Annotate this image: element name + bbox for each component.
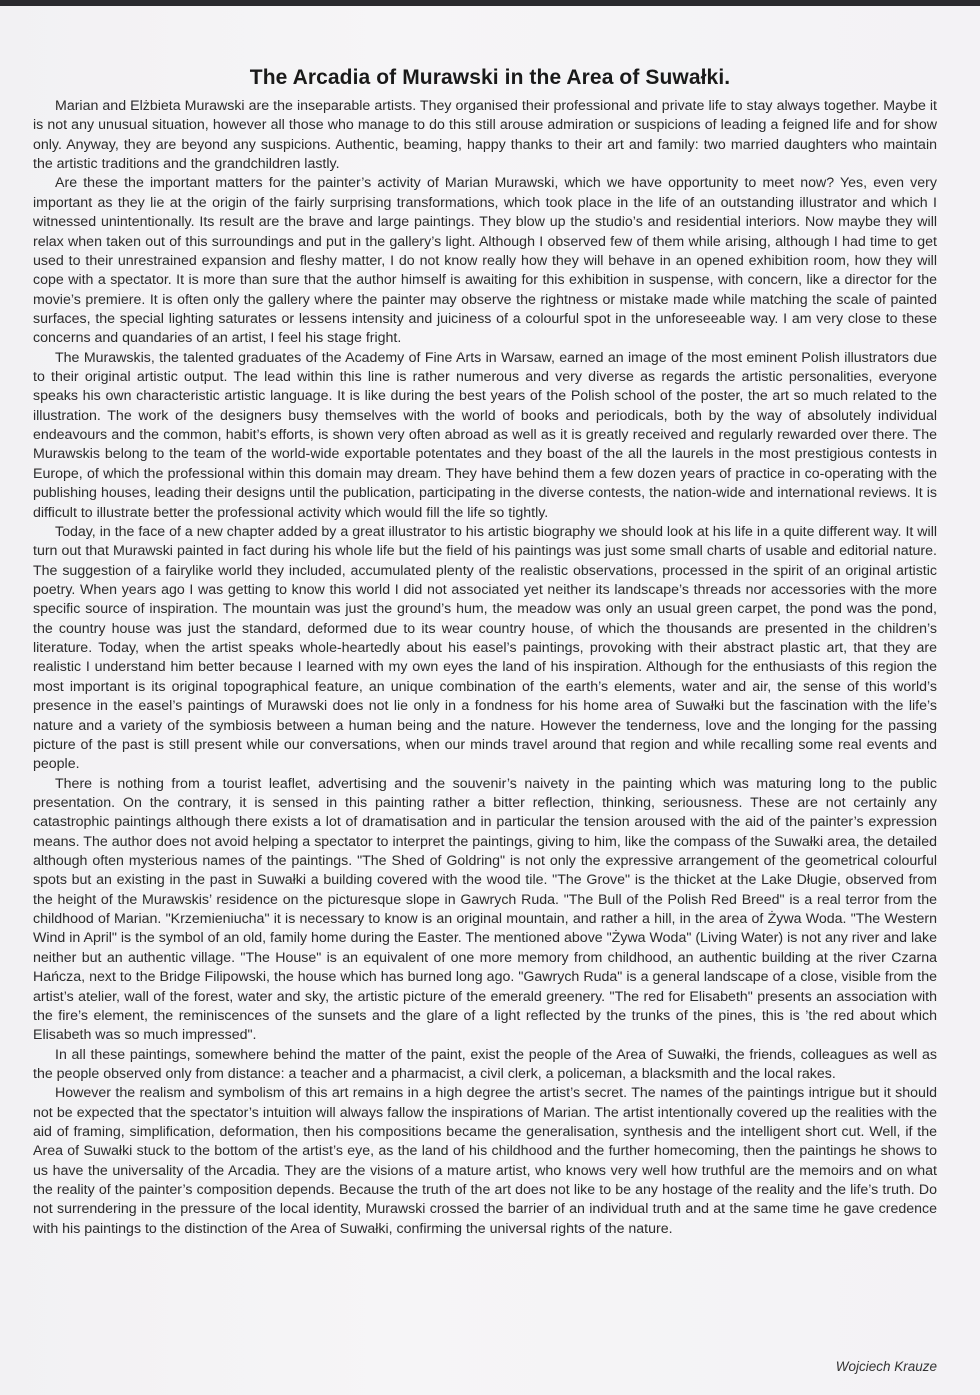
paragraph: However the realism and symbolism of this art remains in a high degree the artist’s secret. The names of the paintings intrigue but it should not be expected that the spectator’s intuition will always fallow the inspirations of Marian. The artist intentionally covered up the realities with the aid of framing, simplification, deformation, then his compositions became the generalisation, synthesis and the intelligent short cut. Well, if the Area of Suwałki stuck to the bottom of the artist’s eye, as the land of his childhood and the further homecoming, then the paintings he shows to us have the universality of the Arcadia. They are the visions of a mature artist, who knows very well how truthful are the memoirs and on what the reality of the painter’s composition depends. Because the truth of the art does not like to be any hostage of the reality and the life’s truth. Do not surrendering in the pressure of the local identity, Murawski crossed the barrier of an individual truth and at the same time he gave credence with his paintings to the distinction of the Area of Suwałki, confirming the universal rights of the nature. xyxy=(33,1085,937,1237)
paragraph: There is nothing from a tourist leaflet, advertising and the souvenir’s naivety in the painting which was maturing long to the public presentation. On the contrary, it is sensed in this painting rather a bitter reflection, thinking, seriousness. These are not certainly any catastrophic paintings although there exists a lot of dramatisation and in particular the tension aroused with the aid of the painter’s expression means. The author does not avoid helping a spectator to interpret the paintings, giving to him, like the compass of the Suwałki area, the detailed although often mysterious names of the paintings. "The Shed of Goldring" is not only the expressive arrangement of the geometrical colourful spots but an existing in the past in Suwałki a building covered with the wood tile. "The Grove" is the thicket at the Lake Długie, observed from the height of the Murawskis’ residence on the picturesque slope in Gawrych Ruda. "The Bull of the Polish Red Breed" is a real terror from the childhood of Marian. "Krzemieniucha" it is necessary to know is an original mountain, and rather a hill, in the area of Żywa Woda. "The Western Wind in April" is the symbol of an old, family home during the Easter. The mentioned above "Żywa Woda" (Living Water) is not any river and lake neither but an authentic village. "The House" is an equivalent of one more memory from childhood, an authentic building at the river Czarna Hańcza, next to the Bridge Filipowski, the house which has burned long ago. "Gawrych Ruda" is a general landscape of a close, visible from the artist’s atelier, wall of the forest, water and sky, the artistic picture of the emerald greenery. "The red for Elisabeth" presents an association with the fire’s element, the reminiscences of the sunsets and the glare of a light reflected by the trunks of the pines, this is ’the red about which Elisabeth was so much impressed". xyxy=(33,775,937,1044)
paragraph: The Murawskis, the talented graduates of the Academy of Fine Arts in Warsaw, earned an image of the most eminent Polish illustrators due to their original artistic output. The lead within this line is rather numerous and very diverse as regards the artistic personalities, everyone speaks his own characteristic artistic language. It is like during the best years of the Polish school of the poster, the art so much related to the illustration. The work of the designers busy themselves with the world of books and periodicals, both by the way of absolutely individual endeavours and the common, habit’s efforts, is shown very often abroad as well as it is greatly received and regularly rewarded over there. The Murawskis belong to the team of the world-wide exportable potentates and they boast of the all the laurels in the most prestigious contests in Europe, of which the professional within this domain may dream. They have behind them a few dozen years of practice in co-operating with the publishing houses, leading their designs until the publication, participating in the diverse contests, the nation-wide and international reviews. It is difficult to illustrate better the professional activity which would fill the life so tightly. xyxy=(33,349,937,521)
document-title: The Arcadia of Murawski in the Area of Suwałki. xyxy=(249,66,731,90)
paragraph: Are these the important matters for the painter’s activity of Marian Murawski, which we have opportunity to meet now? Yes, even very important as they lie at the origin of the fairly surprising transformations, which took place in the life of an outstanding illustrator and which I witnessed unintentionally. Its result are the brave and large paintings. They blow up the studio’s and residential interiors. Now maybe they will relax when taken out of this surroundings and put in the gallery’s light. Although I observed few of them while arising, although I had time to get used to their unrestrained expansion and fleshy matter, I do not know really how they will behave in an opened exhibition room, how they will cope with a spectator. It is more than sure that the author himself is awaiting for this exhibition in suspense, with concern, like a director for the movie’s premiere. It is often only the gallery where the painter may observe the rightness or mistake made while matching the scale of painted surfaces, the special lighting saturates or lessens intensity and juiciness of a colourful spot in the unforeseeable way. I am very close to these concerns and quandaries of an artist, I feel his stage fright. xyxy=(33,175,937,347)
article-body xyxy=(33,97,937,1239)
paragraph: Today, in the face of a new chapter added by a great illustrator to his artistic biography we should look at his life in a quite different way. It will turn out that Murawski painted in fact during his whole life but the field of his paintings was just some small charts of usable and editorial nature. The suggestion of a fairylike world they included, accumulated plenty of the realistic observations, processed in the spirit of an original artistic poetry. When years ago I was getting to know this world I did not associated yet neither its landscape’s threads nor accessories with the more specific source of inspiration. The mountain was just the ground’s hum, the meadow was only an usual green carpet, the pond was the pond, the country house was just the standard, deformed due to its wear country house, of which the thousands are presented in the children’s literature. Today, when the artist speaks whole-heartedly about his easel’s paintings, provoking with their abstract plastic art, that they are realistic I understand him better because I learned with my own eyes the land of his inspiration. Although for the enthusiasts of this region the most important is its original topographical feature, an unique combination of the earth’s elements, water and air, the sense of this world’s presence in the easel’s paintings of Murawski does not lie only in a fondness for his home area of Suwałki but the fascination with the life’s nature and a variety of the symbiosis between a human being and the nature. However the tenderness, love and the longing for the passing picture of the past is still present while our conversations, when our minds travel around that region and while recalling some real events and people. xyxy=(33,523,937,773)
author-signature: Wojciech Krauze xyxy=(835,1359,937,1374)
paragraph: Marian and Elżbieta Murawski are the inseparable artists. They organised their professional and private life to stay always together. Maybe it is not any unusual situation, however all those who manage to do this still arouse admiration or suspicions of leading a feigned life and for show only. Anyway, they are beyond any suspicions. Authentic, beaming, happy thanks to their art and family: two married daughters who maintain the artistic traditions and the grandchildren lastly. xyxy=(33,98,937,173)
paragraph: In all these paintings, somewhere behind the matter of the paint, exist the people of the Area of Suwałki, the friends, colleagues as well as the people observed only from distance: a teacher and a pharmacist, a civil clerk, a policeman, a blacksmith and the local rakes. xyxy=(33,1046,937,1082)
top-border xyxy=(0,0,980,6)
